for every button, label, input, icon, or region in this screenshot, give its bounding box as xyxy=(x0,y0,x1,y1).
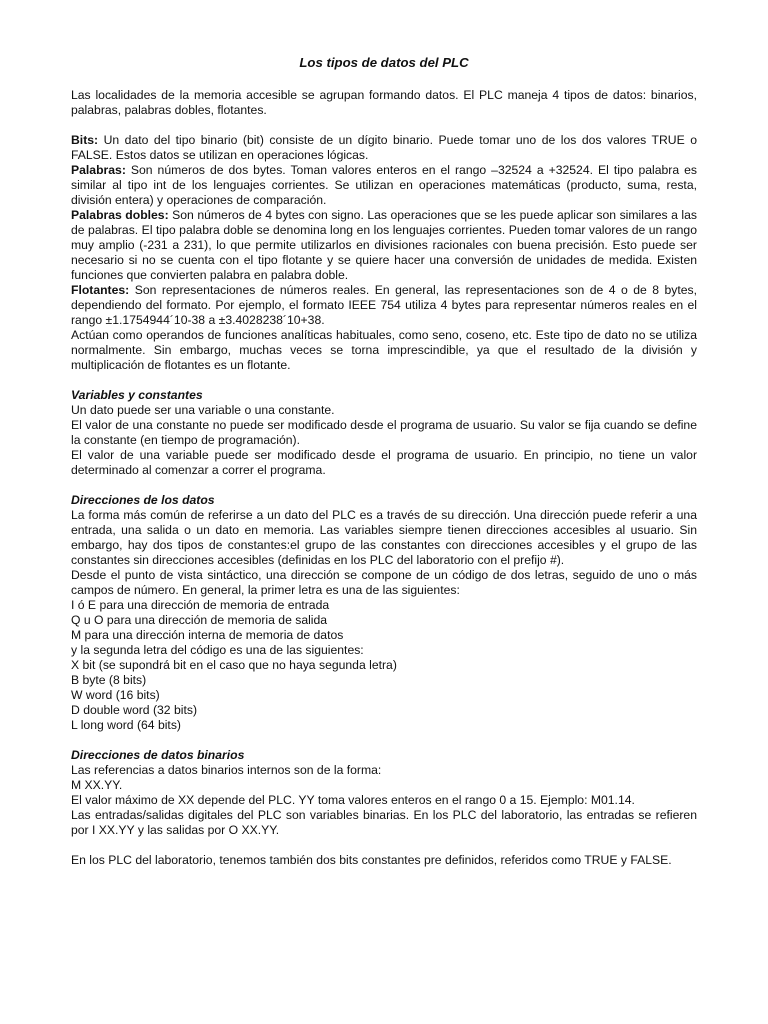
second-letter-item: W word (16 bits) xyxy=(71,688,160,702)
document-page xyxy=(71,54,697,868)
spacer xyxy=(71,838,697,853)
flotantes-term: Flotantes: xyxy=(71,283,130,297)
second-letter-intro: y la segunda letra del código es una de las siguientes: xyxy=(71,643,364,657)
bits-paragraph xyxy=(71,133,697,163)
direcciones-paragraph: Desde el punto de vista sintáctico, una dirección se compone de un código de dos letras, seguido de uno o más campos de número. En general, la primer letra es una de las siguientes: xyxy=(71,568,697,597)
first-letter-item: Q u O para una dirección de memoria de salida xyxy=(71,613,328,627)
variables-line: Un dato puede ser una variable o una constante. xyxy=(71,403,335,417)
binarios-line: M XX.YY. xyxy=(71,778,123,792)
palabras-dobles-paragraph xyxy=(71,208,697,283)
second-letter-item: B byte (8 bits) xyxy=(71,673,147,687)
direcciones-heading: Direcciones de los datos xyxy=(71,493,215,507)
variables-line: El valor de una variable puede ser modificado desde el programa de usuario. En principio, no tiene un valor determinado al comenzar a correr el programa. xyxy=(71,448,697,477)
palabras-dobles-term: Palabras dobles: xyxy=(71,208,169,222)
palabras-text: Son números de dos bytes. Toman valores enteros en el rango –32524 a +32524. El tipo palabra es similar al tipo int de los lenguajes corrientes. Se utilizan en operaciones matemáticas (producto, suma, resta, división entera) y operaciones de comparación. xyxy=(71,163,697,207)
flotantes-paragraph xyxy=(71,283,697,328)
variables-line: El valor de una constante no puede ser modificado desde el programa de usuario. Su valor se fija cuando se define la constante (en tiempo de programación). xyxy=(71,418,697,447)
first-letter-item: M para una dirección interna de memoria de datos xyxy=(71,628,344,642)
spacer xyxy=(71,373,697,388)
binarios-heading: Direcciones de datos binarios xyxy=(71,748,245,762)
bits-term: Bits: xyxy=(71,133,99,147)
variables-heading: Variables y constantes xyxy=(71,388,203,402)
closing-paragraph: En los PLC del laboratorio, tenemos también dos bits constantes pre definidos, referidos como TRUE y FALSE. xyxy=(71,853,672,867)
palabras-term: Palabras: xyxy=(71,163,126,177)
spacer xyxy=(71,733,697,748)
second-letter-item: L long word (64 bits) xyxy=(71,718,181,732)
flotantes-text: Son representaciones de números reales. En general, las representaciones son de 4 o de 8 bytes, dependiendo del formato. Por ejemplo, el formato IEEE 754 utiliza 4 bytes para representar números reales en el rango ±1.1754944´10-38 a ±3.4028238´10+38. xyxy=(71,283,697,327)
first-letter-item: I ó E para una dirección de memoria de entrada xyxy=(71,598,330,612)
binarios-line: Las entradas/salidas digitales del PLC son variables binarias. En los PLC del laboratorio, las entradas se refieren por I XX.YY y las salidas por O XX.YY. xyxy=(71,808,697,837)
palabras-paragraph xyxy=(71,163,697,208)
spacer xyxy=(71,478,697,493)
flotantes-note: Actúan como operandos de funciones analíticas habituales, como seno, coseno, etc. Este tipo de dato no se utiliza normalmente. Sin embargo, muchas veces se torna imprescindible, ya que el resultado de la división y multiplicación de flotantes es un flotante. xyxy=(71,328,697,372)
direcciones-paragraph: La forma más común de referirse a un dato del PLC es a través de su dirección. Una dirección puede referir a una entrada, una salida o un dato en memoria. Las variables siempre tienen direcciones accesibles al usuario. Sin embargo, hay dos tipos de constantes:el grupo de las constantes con direcciones accesibles y el grupo de las constantes sin direcciones accesibles (definidas en los PLC del laboratorio con el prefijo #). xyxy=(71,508,697,567)
second-letter-item: D double word (32 bits) xyxy=(71,703,197,717)
spacer xyxy=(71,118,697,133)
page-title: Los tipos de datos del PLC xyxy=(299,55,469,70)
bits-text: Un dato del tipo binario (bit) consiste de un dígito binario. Puede tomar uno de los dos valores TRUE o FALSE. Estos datos se utilizan en operaciones lógicas. xyxy=(71,133,697,162)
palabras-dobles-text: Son números de 4 bytes con signo. Las operaciones que se les puede aplicar son similares a las de palabras. El tipo palabra doble se denomina long en los lenguajes corrientes. Pueden tomar valores de un rango muy amplio (-231 a 231), lo que permite utilizarlos en divisiones racionales con buena precisión. Esto puede ser necesario si no se cuenta con el tipo flotante y se quiere hacer una conversión de unidades de medida. Existen funciones que convierten palabra en palabra doble. xyxy=(71,208,697,282)
binarios-line: Las referencias a datos binarios internos son de la forma: xyxy=(71,763,382,777)
intro-paragraph: Las localidades de la memoria accesible se agrupan formando datos. El PLC maneja 4 tipos de datos: binarios, palabras, palabras dobles, flotantes. xyxy=(71,88,697,117)
binarios-line: El valor máximo de XX depende del PLC. YY toma valores enteros en el rango 0 a 15. Ejemplo: M01.14. xyxy=(71,793,635,807)
second-letter-item: X bit (se supondrá bit en el caso que no haya segunda letra) xyxy=(71,658,397,672)
